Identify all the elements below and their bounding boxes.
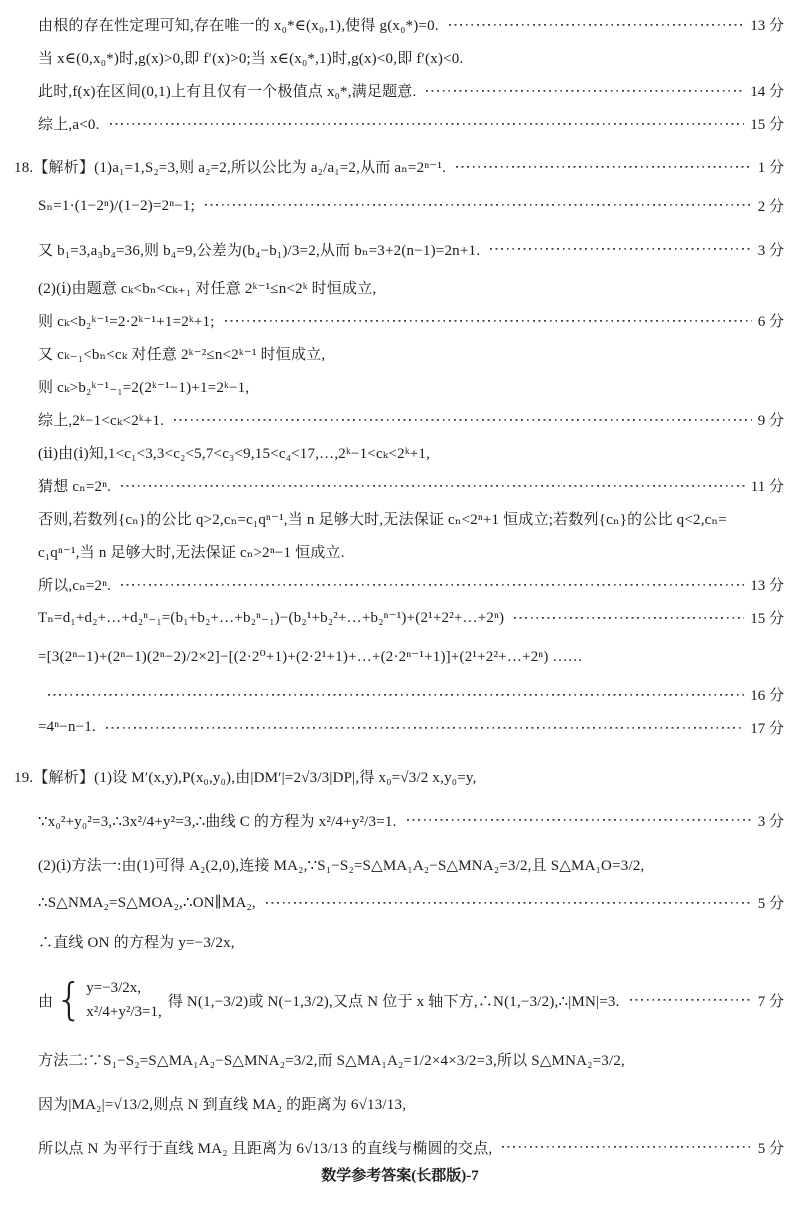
dotted-leader <box>426 74 744 107</box>
line-text: 所以,cₙ=2ⁿ. <box>38 578 112 594</box>
line-text: 又 cₖ₋₁<bₙ<cₖ 对任意 2ᵏ⁻²≤n<2ᵏ⁻¹ 时恒成立, <box>38 347 326 363</box>
dotted-leader <box>449 8 745 41</box>
system-equation: y=−3/2x, <box>86 980 142 996</box>
left-brace: { <box>55 974 84 1026</box>
dotted-leader <box>121 469 745 502</box>
score-label: 1 分 <box>757 160 784 176</box>
solution-line <box>14 107 784 140</box>
dotted-leader <box>266 886 752 919</box>
dotted-leader <box>121 568 744 601</box>
line-text: Tₙ=d₁+d₂+…+d₂ⁿ₋₁=(b₁+b₂+…+b₂ⁿ₋₁)−(b₂¹+b₂²+…+b₂ⁿ⁻¹)+(2¹+2²+…+2ⁿ) <box>38 610 505 626</box>
solution-line <box>14 1081 784 1125</box>
dotted-leader <box>502 1125 751 1169</box>
line-text: 综上,a<0. <box>38 117 100 133</box>
solution-line <box>14 74 784 107</box>
solution-line <box>14 150 784 183</box>
line-text: 方法二:∵S₁−S₂=S△MA₁A₂−S△MNA₂=3/2,而 S△MA₁A₂=1/2×4×3/2=3,所以 S△MNA₂=3/2, <box>38 1052 625 1069</box>
score-label: 5 分 <box>757 896 784 912</box>
score-label: 2 分 <box>757 198 784 215</box>
solution-line <box>14 711 784 744</box>
line-text: ∴直线 ON 的方程为 y=−3/2x, <box>38 934 235 951</box>
score-label: 15 分 <box>750 611 784 627</box>
solution-line <box>14 634 784 678</box>
solution-line <box>14 227 784 271</box>
solution-line <box>14 41 784 74</box>
page-footer: 数学参考答案(长郡版)-7 <box>321 1168 479 1184</box>
line-text: 此时,f(x)在区间(0,1)上有且仅有一个极值点 x₀*,满足题意. <box>38 84 417 100</box>
solution-line <box>14 963 784 1037</box>
line-text: 19.【解析】(1)设 M′(x,y),P(x₀,y₀),由|DM′|=2√3/3|DP|,得 x₀=√3/2 x,y₀=y, <box>14 769 477 786</box>
solution-line <box>14 1037 784 1081</box>
score-label: 11 分 <box>750 479 784 495</box>
solution-line <box>14 1125 784 1169</box>
line-text: 则 cₖ>b₂ᵏ⁻¹₋₁=2(2ᵏ⁻¹−1)+1=2ᵏ−1, <box>38 380 250 396</box>
dotted-leader <box>514 601 744 634</box>
system-lead-text: 由 <box>38 993 54 1010</box>
line-text: 又 b₁=3,a₃b₄=36,则 b₄=9,公差为(b₄−b₁)/3=2,从而 bₙ=3+2(n−1)=2n+1. <box>38 242 481 259</box>
solution-line <box>14 568 784 601</box>
solution-line <box>14 337 784 370</box>
system-equation: x²/4+y²/3=1, <box>86 1004 162 1020</box>
score-label: 7 分 <box>757 993 784 1010</box>
line-text: 当 x∈(0,x₀*)时,g(x)>0,即 f′(x)>0;当 x∈(x₀*,1)时,g(x)<0,即 f′(x)<0. <box>38 51 464 67</box>
line-text: c₁qⁿ⁻¹,当 n 足够大时,无法保证 cₙ>2ⁿ−1 恒成立. <box>38 545 345 561</box>
solution-line <box>14 8 784 41</box>
dotted-leader <box>205 183 752 227</box>
line-text: 由根的存在性定理可知,存在唯一的 x₀*∈(x₀,1),使得 g(x₀*)=0. <box>38 18 439 34</box>
solution-line <box>14 798 784 842</box>
solution-line <box>14 469 784 502</box>
dotted-leader <box>110 107 745 140</box>
line-text: Sₙ=1·(1−2ⁿ)/(1−2)=2ⁿ−1; <box>38 197 195 214</box>
score-label: 14 分 <box>750 84 784 100</box>
score-label: 3 分 <box>757 813 784 830</box>
solution-line <box>14 183 784 227</box>
line-text: 所以点 N 为平行于直线 MA₂ 且距离为 6√13/13 的直线与椭圆的交点, <box>38 1140 493 1157</box>
line-text: 得 N(1,−3/2)或 N(−1,3/2),又点 N 位于 x 轴下方,∴N(1,−3/2),∴|MN|=3. <box>167 993 620 1010</box>
solution-line <box>14 919 784 963</box>
line-text: (2)(ⅰ)方法一:由(1)可得 A₂(2,0),连接 MA₂,∵S₁−S₂=S△MA₁A₂−S△MNA₂=3/2,且 S△MA₁O=3/2, <box>38 857 645 874</box>
score-label: 13 分 <box>750 578 784 594</box>
score-label: 5 分 <box>757 1140 784 1157</box>
dotted-leader <box>106 711 744 744</box>
system-equations <box>86 976 162 1024</box>
line-text: 18.【解析】(1)a₁=1,S₂=3,则 a₂=2,所以公比为 a₂/a₁=2,从而 aₙ=2ⁿ⁻¹. <box>14 160 447 176</box>
solution-line <box>14 370 784 403</box>
line-text: ∵x₀²+y₀²=3,∴3x²/4+y²=3,∴曲线 C 的方程为 x²/4+y²/3=1. <box>38 813 397 830</box>
dotted-leader <box>490 227 752 271</box>
line-text: 则 cₖ<b₂ᵏ⁻¹=2·2ᵏ⁻¹+1=2ᵏ+1; <box>38 314 215 330</box>
line-text: 综上,2ᵏ−1<cₖ<2ᵏ+1. <box>38 413 165 429</box>
solution-line <box>14 271 784 304</box>
solution-line <box>14 403 784 436</box>
solution-line <box>14 842 784 886</box>
dotted-leader <box>630 963 752 1037</box>
solution-line <box>14 886 784 919</box>
line-text: (2)(ⅰ)由题意 cₖ<bₙ<cₖ₊₁ 对任意 2ᵏ⁻¹≤n<2ᵏ 时恒成立, <box>38 281 377 297</box>
solution-line <box>14 678 784 711</box>
score-label: 3 分 <box>757 242 784 259</box>
line-text: (ⅱ)由(ⅰ)知,1<c₁<3,3<c₂<5,7<c₃<9,15<c₄<17,…,2ᵏ−1<cₖ<2ᵏ+1, <box>38 446 431 462</box>
solution-line <box>14 535 784 568</box>
score-label: 6 分 <box>757 314 784 330</box>
score-label: 16 分 <box>750 688 784 704</box>
solution-line <box>14 754 784 798</box>
equation-system <box>38 976 620 1024</box>
solution-line <box>14 502 784 535</box>
line-text: ∴S△NMA₂=S△MOA₂,∴ON∥MA₂, <box>38 895 256 911</box>
solution-line <box>14 601 784 634</box>
score-label: 15 分 <box>750 117 784 133</box>
score-label: 9 分 <box>757 413 784 429</box>
dotted-leader <box>174 403 752 436</box>
solution-line <box>14 304 784 337</box>
line-text: =4ⁿ−n−1. <box>38 719 96 735</box>
dotted-leader <box>407 798 752 842</box>
score-label: 17 分 <box>750 721 784 737</box>
line-text: 否则,若数列{cₙ}的公比 q>2,cₙ=c₁qⁿ⁻¹,当 n 足够大时,无法保证 cₙ<2ⁿ+1 恒成立;若数列{cₙ}的公比 q<2,cₙ= <box>38 512 727 528</box>
line-text: 猜想 cₙ=2ⁿ. <box>38 479 112 495</box>
line-text: 因为|MA₂|=√13/2,则点 N 到直线 MA₂ 的距离为 6√13/13, <box>38 1096 407 1113</box>
dotted-leader <box>456 150 752 183</box>
line-text: =[3(2ⁿ−1)+(2ⁿ−1)(2ⁿ−2)/2×2]−[(2·2⁰+1)+(2·2¹+1)+…+(2·2ⁿ⁻¹+1)]+(2¹+2²+…+2ⁿ) …… <box>38 648 583 665</box>
solution-line <box>14 436 784 469</box>
score-label: 13 分 <box>750 18 784 34</box>
dotted-leader <box>225 304 752 337</box>
dotted-leader <box>48 678 744 711</box>
